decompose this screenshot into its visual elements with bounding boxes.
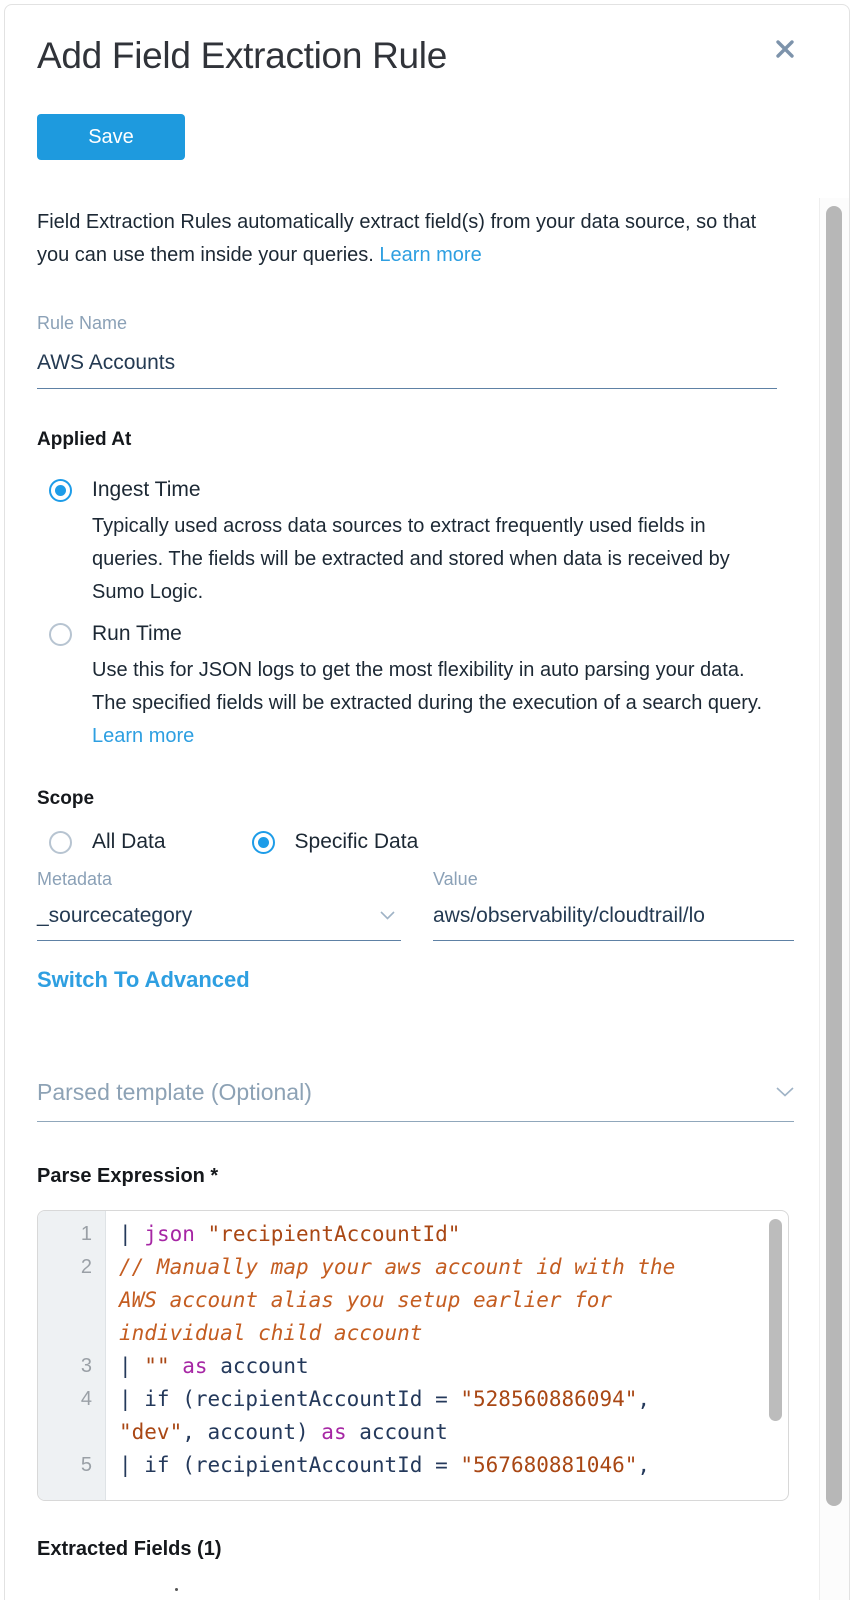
- code-line[interactable]: [38, 1251, 788, 1350]
- switch-to-advanced-link[interactable]: Switch To Advanced: [37, 967, 250, 992]
- code-text[interactable]: | json "recipientAccountId": [119, 1222, 461, 1246]
- code-text[interactable]: | if (recipientAccountId = "567680881046",: [119, 1453, 651, 1477]
- scope-fields: [37, 869, 849, 941]
- applied-at-heading: Applied At: [37, 429, 132, 450]
- line-number: 4: [80, 1388, 92, 1410]
- intro-text: [37, 206, 779, 272]
- value-label: Value: [433, 869, 478, 889]
- line-number: 1: [80, 1223, 92, 1245]
- code-line[interactable]: [38, 1218, 788, 1251]
- code-line[interactable]: [38, 1383, 788, 1449]
- dialog-title: Add Field Extraction Rule: [37, 35, 447, 76]
- all-data-label[interactable]: All Data: [92, 830, 166, 853]
- ingest-time-radio[interactable]: [49, 479, 72, 502]
- ingest-time-description: Typically used across data sources to extract frequently used fields in queries. The fields will be extracted and stored when data is received by Sumo Logic.: [92, 515, 730, 603]
- code-line[interactable]: [38, 1350, 788, 1383]
- scope-heading: Scope: [37, 788, 95, 809]
- dialog-scrollbar[interactable]: [819, 198, 849, 1600]
- all-data-option[interactable]: [49, 830, 166, 854]
- editor-code-lines[interactable]: [38, 1211, 788, 1482]
- run-time-option[interactable]: [49, 622, 849, 646]
- rule-name-input[interactable]: AWS Accounts: [37, 351, 777, 389]
- intro-text-body: Field Extraction Rules automatically extract field(s) from your data source, so that you can use them inside your queries.: [37, 211, 757, 266]
- ingest-time-option[interactable]: [49, 478, 849, 502]
- dialog-scrollbar-thumb[interactable]: [826, 206, 842, 1506]
- code-line[interactable]: [38, 1449, 788, 1482]
- value-input-text[interactable]: aws/observability/cloudtrail/lo: [433, 904, 705, 927]
- line-number: 3: [80, 1355, 92, 1377]
- rule-name-label: Rule Name: [37, 313, 128, 333]
- line-number: 5: [80, 1454, 92, 1476]
- chevron-down-icon[interactable]: [776, 1084, 794, 1102]
- code-text[interactable]: | "" as account: [119, 1354, 309, 1378]
- metadata-dropdown[interactable]: [37, 890, 401, 941]
- run-time-learn-more-link[interactable]: Learn more: [92, 725, 195, 747]
- line-number: 2: [80, 1256, 92, 1278]
- run-time-description: [92, 654, 768, 753]
- save-button[interactable]: Save: [37, 114, 185, 160]
- all-data-radio[interactable]: [49, 831, 72, 854]
- run-time-label[interactable]: Run Time: [92, 622, 182, 645]
- ingest-time-label[interactable]: Ingest Time: [92, 478, 201, 501]
- run-time-radio[interactable]: [49, 623, 72, 646]
- specific-data-option[interactable]: [252, 830, 419, 854]
- specific-data-radio[interactable]: [252, 831, 275, 854]
- parsed-template-section[interactable]: [37, 1079, 794, 1122]
- chevron-down-icon: [380, 907, 395, 925]
- dialog-panel: [4, 4, 850, 1600]
- editor-scrollbar-thumb[interactable]: [769, 1219, 782, 1421]
- metadata-label: Metadata: [37, 869, 113, 889]
- parse-expression-heading: Parse Expression *: [37, 1165, 219, 1187]
- scope-options: [49, 830, 849, 854]
- parse-expression-editor[interactable]: [37, 1210, 789, 1501]
- parsed-template-label: Parsed template (Optional): [37, 1079, 312, 1105]
- intro-learn-more-link[interactable]: Learn more: [379, 244, 482, 266]
- specific-data-label[interactable]: Specific Data: [294, 830, 419, 853]
- loading-dot: [175, 1588, 178, 1591]
- run-time-description-body: Use this for JSON logs to get the most flexibility in auto parsing your data. The specified fields will be extracted during the execution of a search query.: [92, 659, 762, 714]
- code-text[interactable]: // Manually map your aws account id with the AWS account alias you setup earlier for individual child account: [119, 1255, 688, 1345]
- metadata-dropdown-value[interactable]: _sourcecategory: [37, 904, 193, 927]
- extracted-fields-heading: Extracted Fields (1): [37, 1538, 222, 1560]
- code-text[interactable]: | if (recipientAccountId = "528560886094", "dev", account) as account: [119, 1387, 663, 1444]
- value-input[interactable]: [433, 890, 794, 941]
